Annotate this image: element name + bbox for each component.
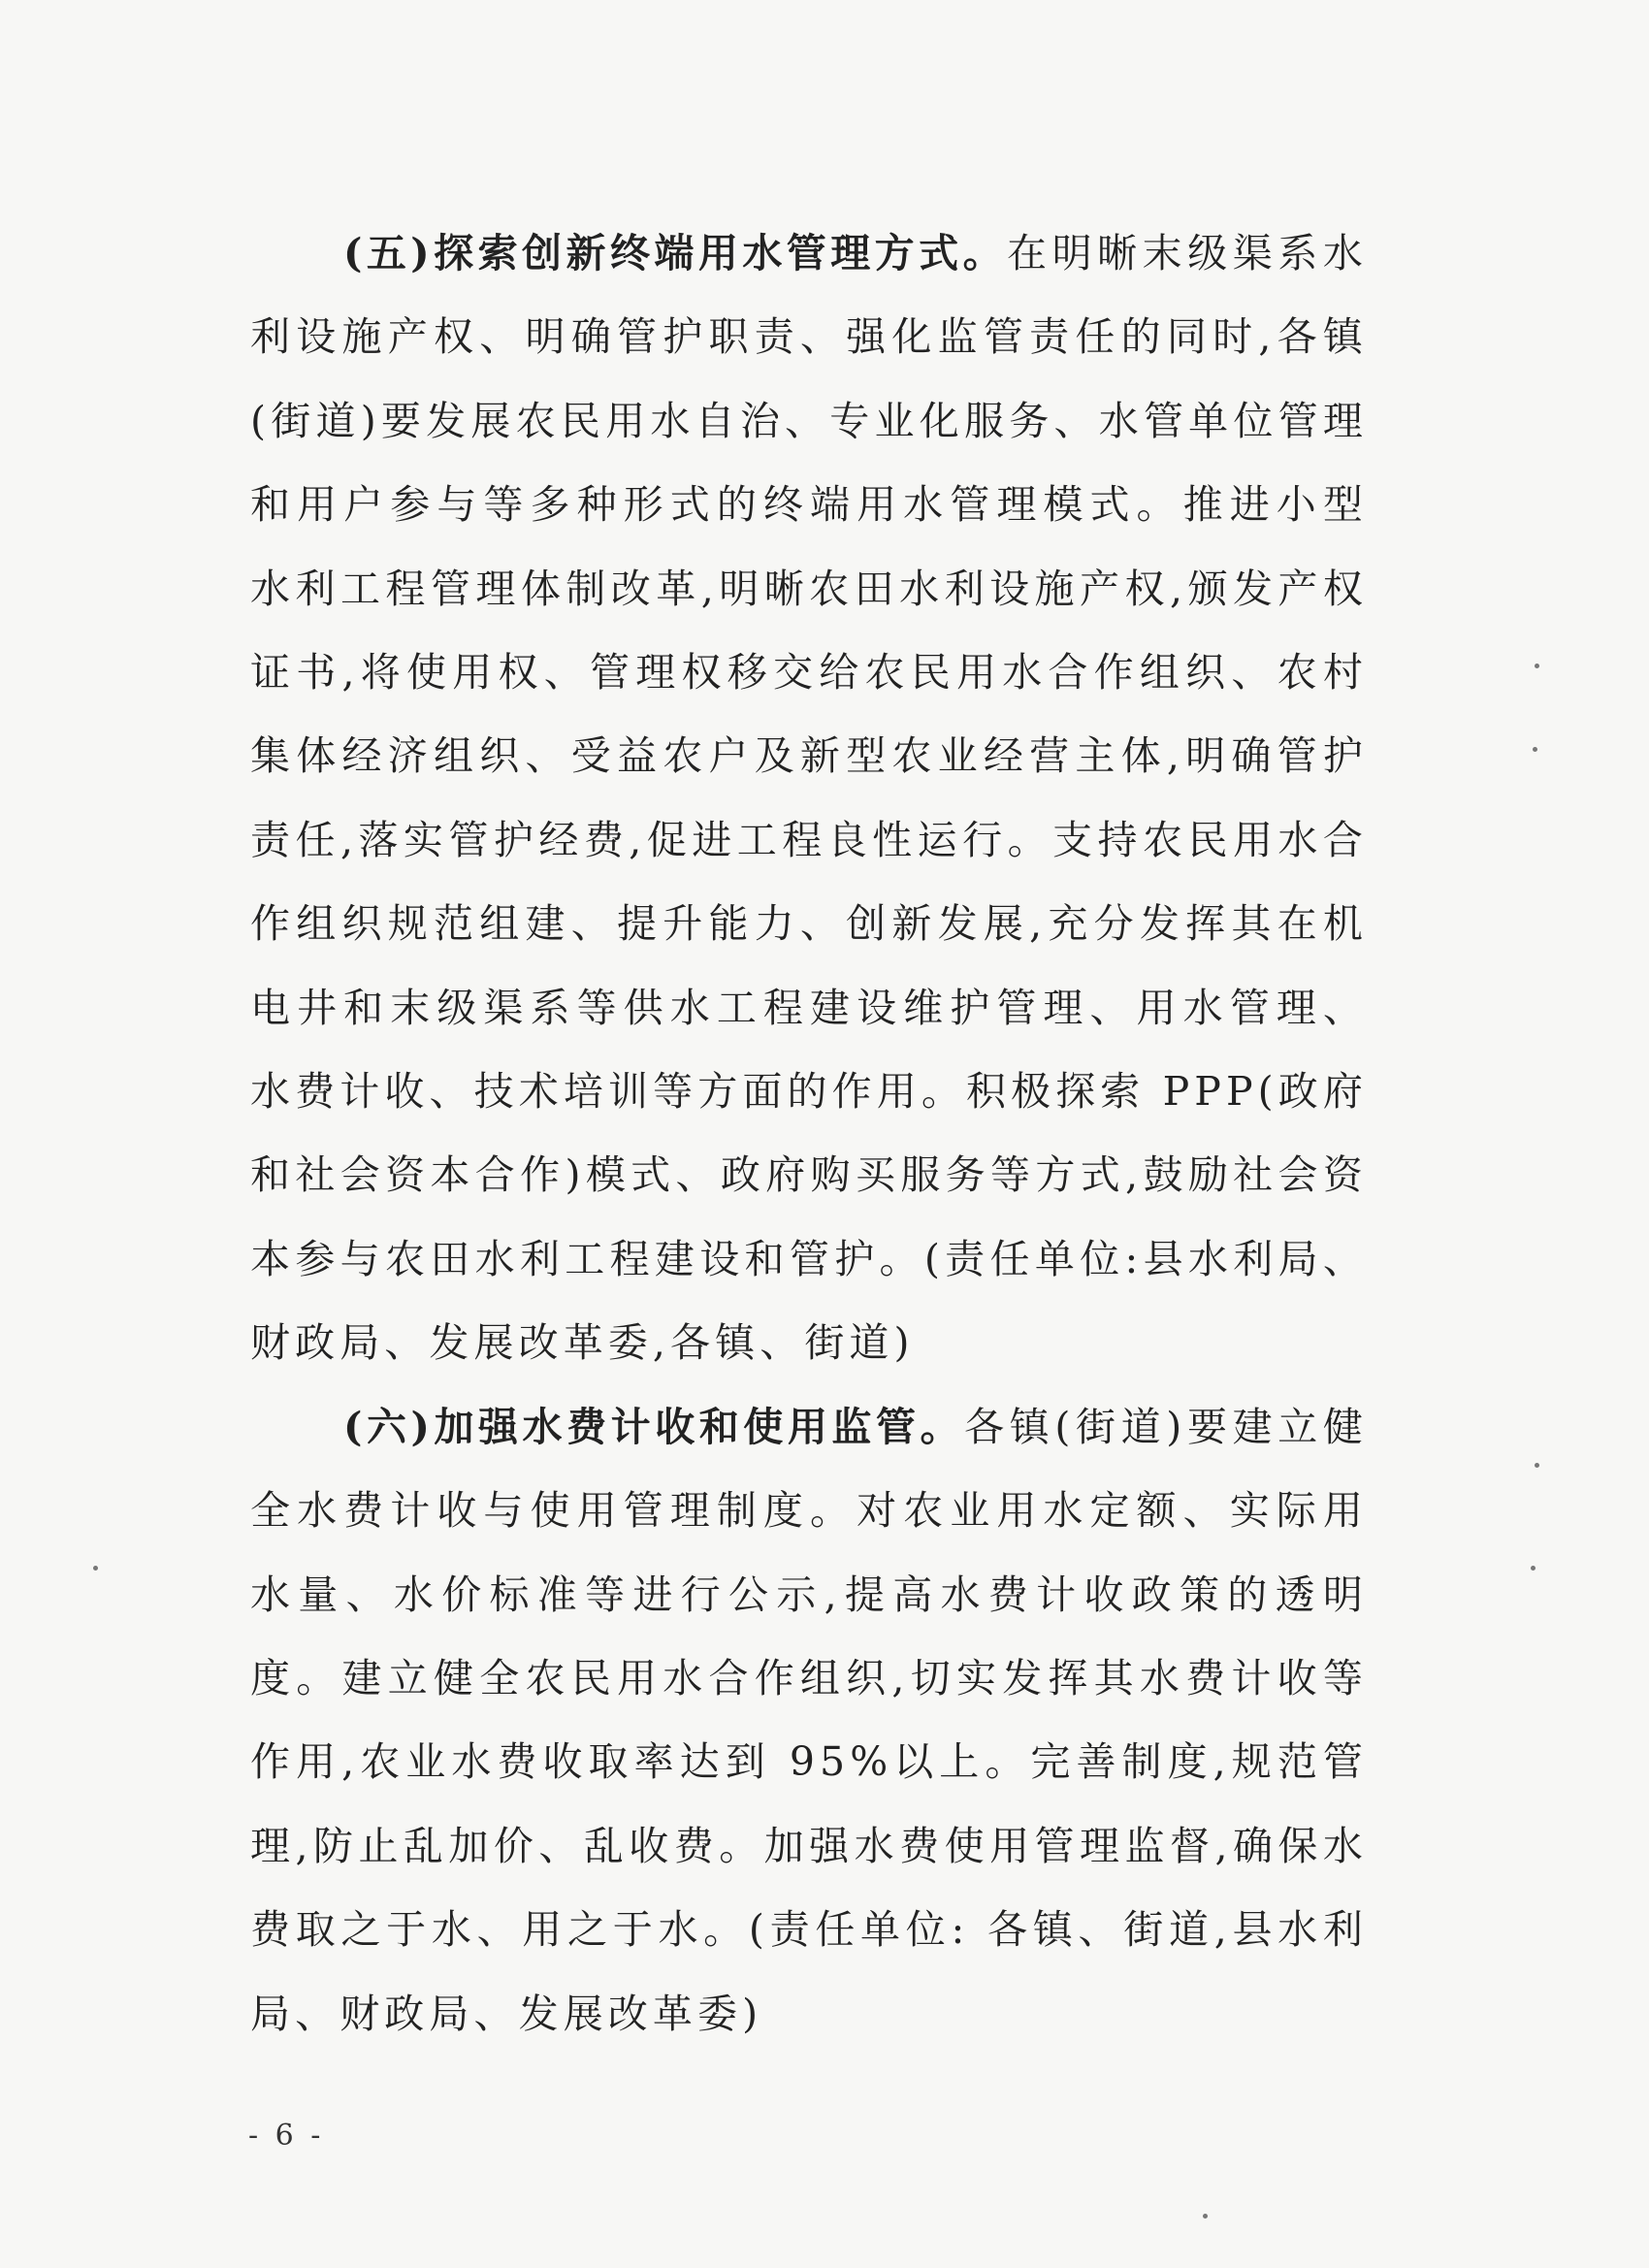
paragraph-text-5: 在明晰末级渠系水利设施产权、明确管护职责、强化监管责任的同时,各镇(街道)要发展农民用水自治、专业化服务、水管单位管理和用户参与等多种形式的终端用水管理模式。推进小型水利工程管理体制改革,明晰农田水利设施产权,颁发产权证书,将使用权、管理权移交给农民用水合作组织、农村集体经济组织、受益农户及新型农业经营主体,明确管护责任,落实管护经费,促进工程良性运行。支持农民用水合作组织规范组建、提升能力、创新发展,充分发挥其在机电井和末级渠系等供水工程建设维护管理、用水管理、水费计收、技术培训等方面的作用。积极探索 PPP(政府和社会资本合作)模式、政府购买服务等方式,鼓励社会资本参与农田水利工程建设和管护。(责任单位:县水利局、财政局、发展改革委,各镇、街道) [250,230,1368,1367]
paragraph-water-fees [250,1385,1368,2056]
scan-speck [1533,747,1537,752]
scan-speck [1203,2214,1208,2219]
paragraph-text-6: 各镇(街道)要建立健全水费计收与使用管理制度。对农业用水定额、实际用水量、水价标准等进行公示,提高水费计收政策的透明度。建立健全农民用水合作组织,切实发挥其水费计收等作用,农业水费收取率达到 95%以上。完善制度,规范管理,防止乱加价、乱收费。加强水费使用管理监督,确保水费取之于水、用之于水。(责任单位: 各镇、街道,县水利局、财政局、发展改革委) [250,1403,1369,2037]
scan-speck [1531,1566,1536,1571]
page-number: - 6 - [248,2119,325,2153]
document-body [250,211,1368,2056]
scan-speck [1535,1463,1539,1468]
scan-speck [1535,664,1539,668]
section-heading-6: (六)加强水费计收和使用监管。 [343,1403,965,1450]
scan-speck [93,1566,98,1571]
paragraph-water-management [250,211,1368,1385]
section-heading-5: (五)探索创新终端用水管理方式。 [343,230,1008,276]
